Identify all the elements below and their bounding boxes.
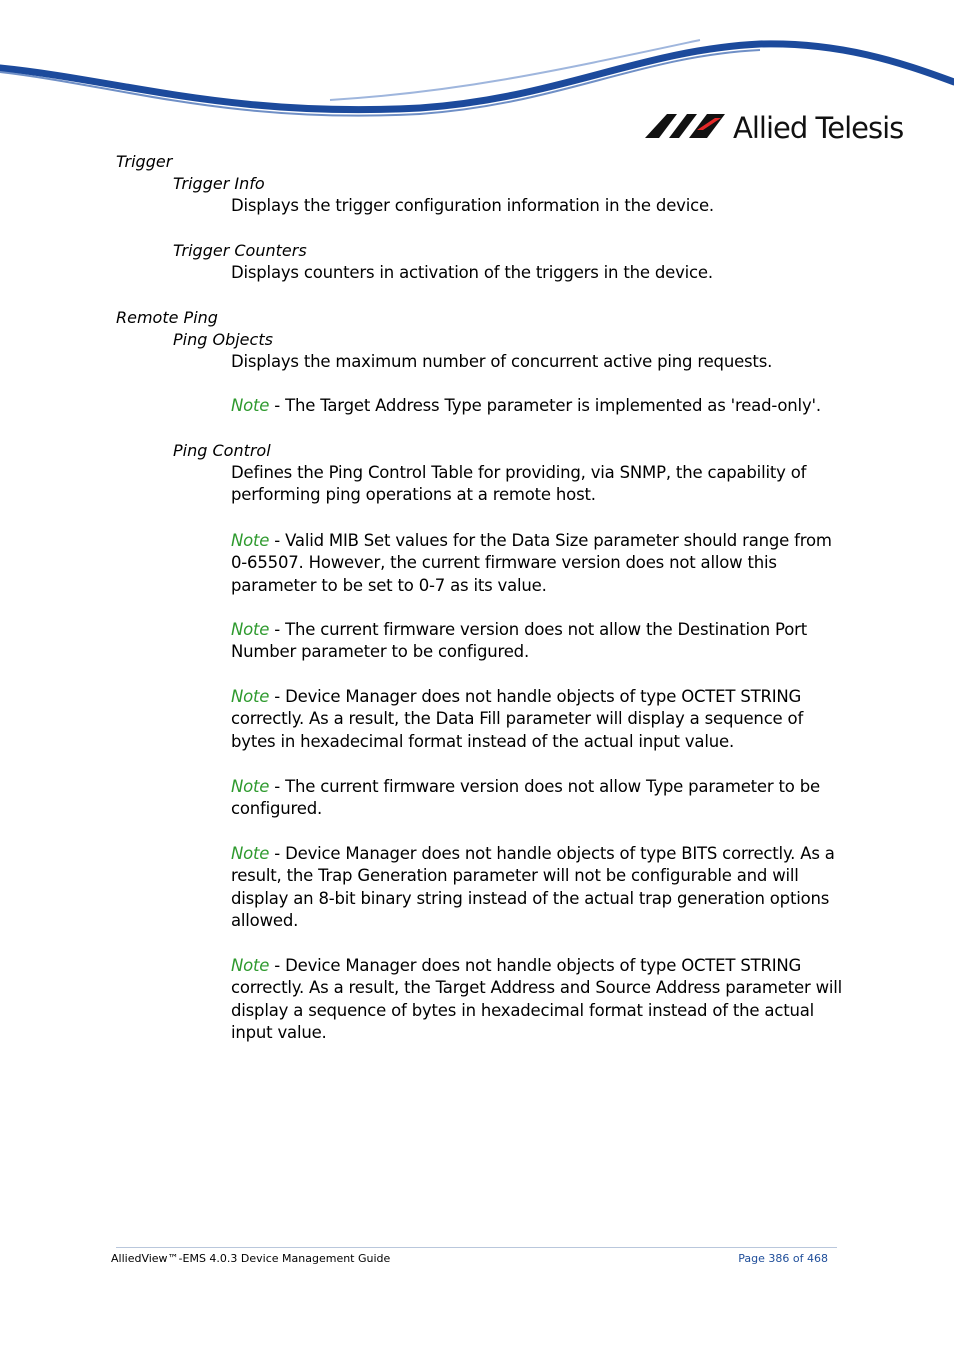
note-paragraph — [231, 686, 843, 753]
logo-mark-icon — [645, 110, 729, 146]
note-paragraph — [231, 843, 843, 933]
note-text: - Device Manager does not handle objects of type OCTET STRING correctly. As a result, the Target Address and Source Address parameter will display a sequence of bytes in hexadecimal format instead of the actual input value. — [231, 956, 843, 1043]
allied-telesis-logo — [645, 110, 905, 146]
note-label: Note — [231, 956, 270, 975]
note-text: - The Target Address Type parameter is implemented as 'read-only'. — [269, 396, 821, 415]
paragraph-text: Displays the trigger configuration information in the device. — [231, 196, 714, 215]
logo-text: Allied Telesis — [733, 111, 904, 145]
note-paragraph — [231, 395, 843, 417]
note-text: - The current firmware version does not allow the Destination Port Number parameter to be configured. — [231, 620, 807, 662]
section-title: Trigger — [116, 152, 173, 171]
note-text: - Device Manager does not handle objects of type OCTET STRING correctly. As a result, the Data Fill parameter will display a sequence of bytes in hexadecimal format instead of the actual input value. — [231, 687, 804, 751]
footer-page-number: Page 386 of 468 — [738, 1252, 828, 1265]
footer-doc-title: AlliedView™-EMS 4.0.3 Device Management Guide — [111, 1252, 391, 1265]
note-label: Note — [231, 531, 270, 550]
paragraph — [231, 462, 843, 507]
subsection-title: Trigger Info — [173, 174, 265, 193]
paragraph-text: Defines the Ping Control Table for providing, via SNMP, the capability of performing ping operations at a remote host. — [231, 463, 807, 505]
note-paragraph — [231, 619, 843, 664]
note-paragraph — [231, 776, 843, 821]
note-label: Note — [231, 620, 270, 639]
note-paragraph — [231, 955, 843, 1045]
subsection-title: Trigger Counters — [173, 241, 307, 260]
note-text: - Valid MIB Set values for the Data Size parameter should range from 0-65507. However, the current firmware version does not allow this parameter to be set to 0-7 as its value. — [231, 531, 832, 595]
footer-divider — [116, 1247, 837, 1248]
subsection-title: Ping Objects — [173, 330, 273, 349]
paragraph — [231, 262, 843, 284]
note-label: Note — [231, 844, 270, 863]
note-label: Note — [231, 777, 270, 796]
paragraph — [231, 351, 843, 373]
subsection-title: Ping Control — [173, 441, 271, 460]
note-text: - Device Manager does not handle objects of type BITS correctly. As a result, the Trap Generation parameter will not be configurable and will display an 8-bit binary string instead of the actual trap generation options allowed. — [231, 844, 835, 931]
note-text: - The current firmware version does not allow Type parameter to be configured. — [231, 777, 820, 819]
section-title: Remote Ping — [116, 308, 218, 327]
paragraph-text: Displays the maximum number of concurrent active ping requests. — [231, 352, 773, 371]
paragraph-text: Displays counters in activation of the triggers in the device. — [231, 263, 713, 282]
paragraph — [231, 195, 843, 217]
note-label: Note — [231, 396, 270, 415]
note-label: Note — [231, 687, 270, 706]
note-paragraph — [231, 530, 843, 597]
